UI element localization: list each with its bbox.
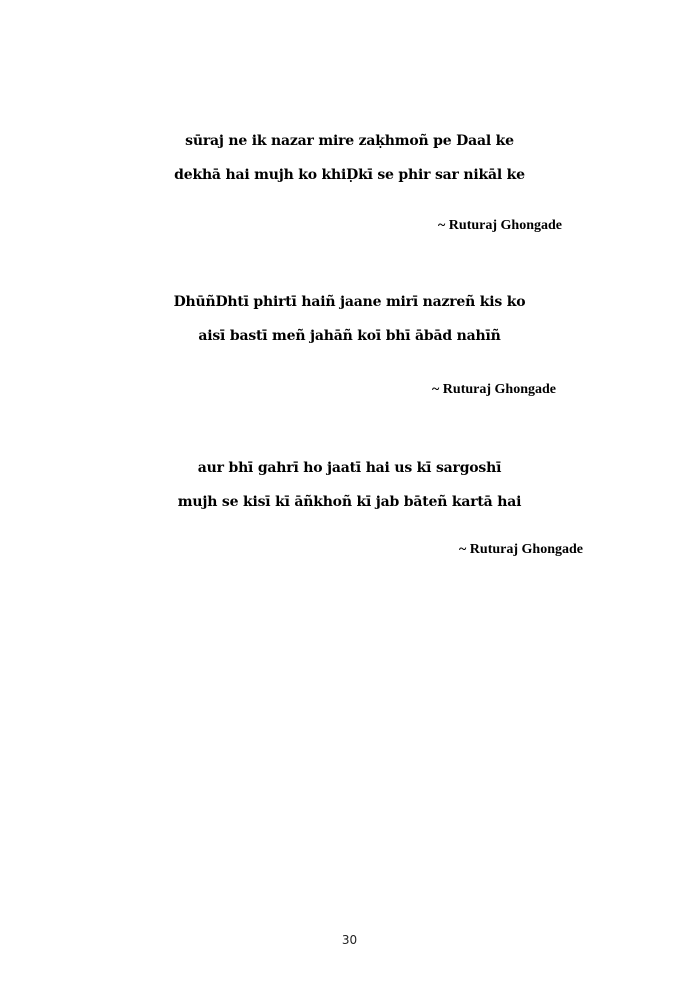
couplet-1-attribution: ~ Ruturaj Ghongade: [438, 218, 562, 233]
couplet-1-line-1: sūraj ne ik nazar mire zaḳhmoñ pe Daal ke: [185, 133, 514, 149]
couplet-1: [0, 124, 699, 192]
couplet-2: [0, 285, 699, 353]
couplet-3-line-1: aur bhī gahrī ho jaatī hai us kī sargoshī: [197, 460, 502, 476]
couplet-2-line-2: aisī bastī meñ jahāñ koī bhī ābād nahīñ: [198, 328, 501, 344]
couplet-3: [0, 451, 699, 519]
couplet-2-line-1: DhūñDhtī phirtī haiñ jaane mirī nazreñ kis ko: [173, 294, 526, 310]
couplet-1-line-2: dekhā hai mujh ko khiḌkī se phir sar nikāl ke: [174, 167, 525, 183]
couplet-2-attribution: ~ Ruturaj Ghongade: [432, 382, 556, 397]
couplet-3-attribution: ~ Ruturaj Ghongade: [459, 542, 583, 557]
page-number: 30: [341, 933, 358, 947]
couplet-3-line-2: mujh se kisī kī āñkhoñ kī jab bāteñ kartā hai: [177, 494, 522, 510]
